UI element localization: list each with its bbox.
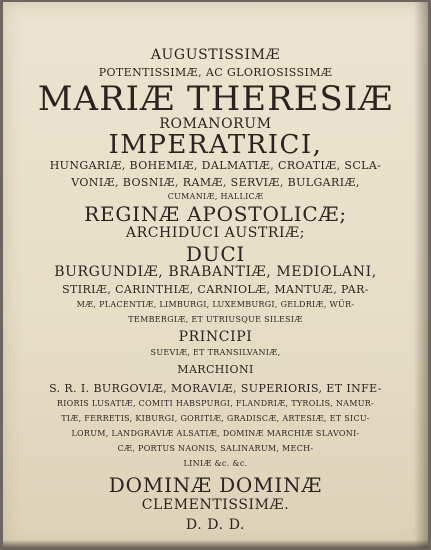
- line-potentissimae: POTENTISSIMÆ, AC GLORIOSISSIMÆ: [98, 66, 333, 79]
- line-romanorum: ROMANORUM: [159, 116, 272, 132]
- line-lorum-landgraviae: LORUM, LANDGRAVIÆ ALSATIÆ, DOMINÆ MARCHIÆ SLAVONI-: [71, 429, 360, 438]
- line-augustissimae: AUGUSTISSIMÆ: [150, 47, 281, 63]
- line-imperatrici: IMPERATRICI,: [108, 130, 323, 160]
- line-s-r-i-burgoviae: S. R. I. BURGOVIÆ, MORAVIÆ, SUPERIORIS, ET INFE-: [49, 382, 382, 395]
- line-cae-portus: CÆ, PORTUS NAONIS, SALINARUM, MECH-: [117, 444, 314, 453]
- line-archiduci: ARCHIDUCI AUSTRIÆ;: [125, 225, 306, 241]
- line-tembergiae: TEMBERGIÆ, ET UTRIUSQUE SILESIÆ: [128, 315, 303, 324]
- page-bottom-shadow: [3, 540, 428, 548]
- line-reginae-apostolicae: REGINÆ APOSTOLICÆ;: [84, 202, 347, 226]
- document-page: [3, 2, 428, 548]
- line-rioris-lusatiae: RIORIS LUSATIÆ, COMITI HABSPURGI, FLANDRIÆ, TYROLIS, NAMUR-: [56, 399, 375, 408]
- line-dominae-dominae: DOMINÆ DOMINÆ: [108, 473, 323, 497]
- line-mae-placentiae: MÆ, PLACENTIÆ, LIMBURGI, LUXEMBURGI, GELDRIÆ, WÜR-: [76, 300, 355, 309]
- line-marchioni: MARCHIONI: [177, 363, 254, 376]
- page-edge-shadow: [414, 2, 428, 548]
- line-principi: PRINCIPI: [178, 329, 253, 345]
- line-liniae-etc: LINIÆ &c. &c.: [183, 459, 248, 468]
- line-hungariae: HUNGARIÆ, BOHEMIÆ, DALMATIÆ, CROATIÆ, SCLA-: [49, 159, 382, 172]
- line-sueviae: SUEVIÆ, ET TRANSILVANIÆ,: [150, 348, 281, 357]
- line-burgundiae: BURGUNDIÆ, BRABANTIÆ, MEDIOLANI,: [54, 264, 377, 280]
- line-stiriae: STIRIÆ, CARINTHIÆ, CARNIOLÆ, MANTUÆ, PAR-: [62, 283, 369, 296]
- line-ddd: D. D. D.: [185, 517, 246, 533]
- line-vonie: VONIÆ, BOSNIÆ, RAMÆ, SERVIÆ, BULGARIÆ,: [71, 176, 360, 189]
- line-duci: DUCI: [185, 242, 246, 266]
- line-clementissimae: CLEMENTISSIMÆ.: [141, 497, 290, 513]
- line-tiae-ferretis: TIÆ, FERRETIS, KIBURGI, GORITIÆ, GRADISCÆ, ARTESIÆ, ET SICU-: [61, 414, 370, 423]
- line-mariae-theresiae: MARIÆ THERESIÆ: [37, 79, 394, 119]
- line-cumaniae: CUMANIÆ, HALLICÆ: [167, 192, 264, 201]
